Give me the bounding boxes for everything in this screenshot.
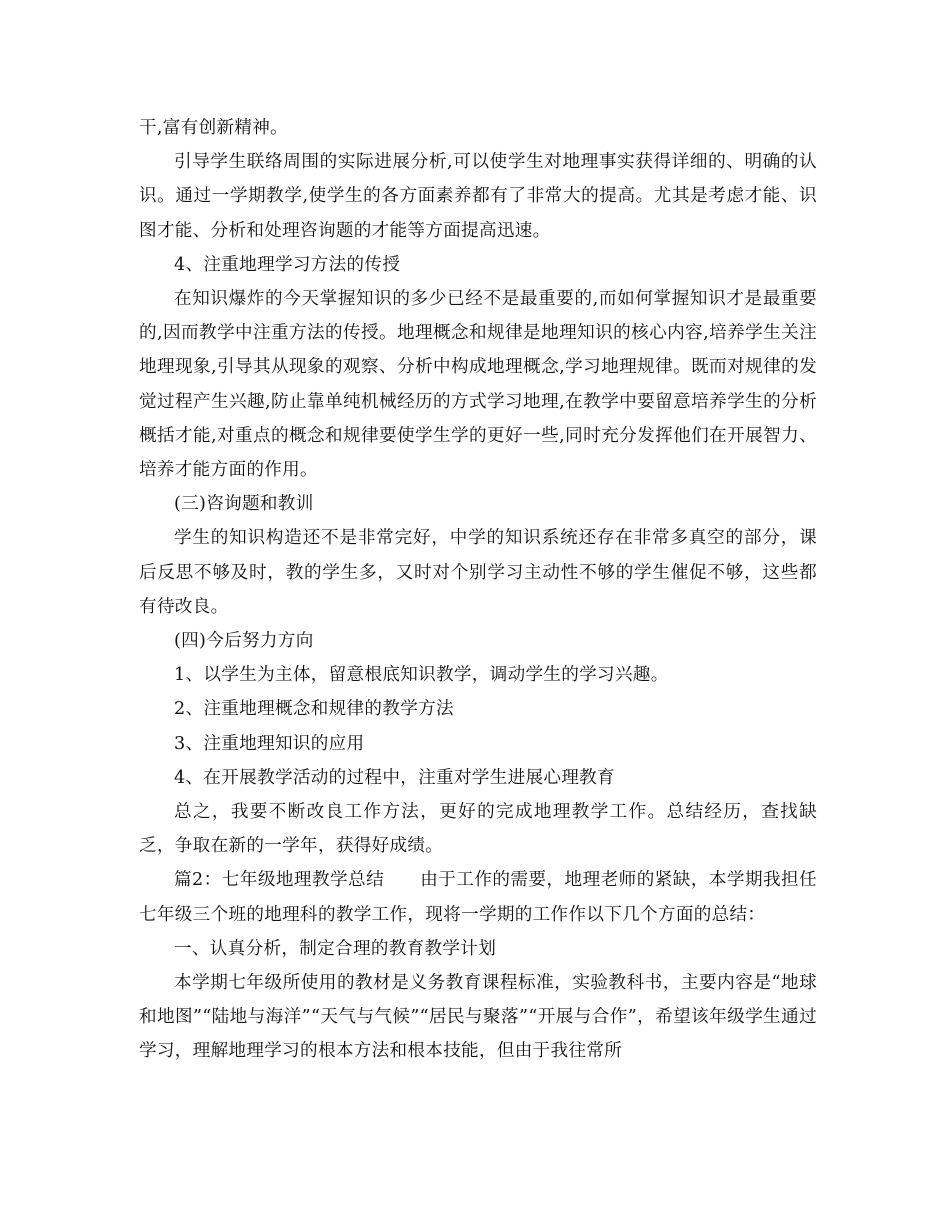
section-heading: 4、注重地理学习方法的传授 — [174, 254, 401, 275]
paragraph: 在知识爆炸的今天掌握知识的多少已经不是最重要的,而如何掌握知识才是最重要的,因而教学中注重方法的传授。地理概念和规律是地理知识的核心内容,培养学生关注地理现象,引导其从现象的观察、分析中构成地理概念,学习地理规律。既而对规律的发觉过程产生兴趣,防止靠单纯机械经历的方式学习地理,在教学中要留意培养学生的分析概括才能,对重点的概念和规律要使学生学的更好一些,同时充分发挥他们在开展智力、培养才能方面的作用。 — [139, 289, 817, 481]
paragraph: 学生的知识构造还不是非常完好，中学的知识系统还存在非常多真空的部分，课后反思不够及时，教的学生多，又时对个别学习主动性不够的学生催促不够，这些都有待改良。 — [139, 528, 817, 617]
list-item: 1、以学生为主体，留意根底知识教学，调动学生的学习兴趣。 — [174, 665, 669, 686]
paragraph: 引导学生联络周围的实际进展分析,可以使学生对地理事实获得详细的、明确的认识。通过一学期教学,使学生的各方面素养都有了非常大的提高。尤其是考虑才能、识图才能、分析和处理咨询题的才能等方面提高迅速。 — [139, 152, 817, 241]
list-item: 3、注重地理知识的应用 — [174, 733, 365, 754]
article-title-paragraph: 篇2：七年级地理教学总结 由于工作的需要，地理老师的紧缺，本学期我担任七年级三个班的地理科的教学工作，现将一学期的工作作以下几个方面的总结： — [139, 870, 817, 925]
section-heading: (四)今后努力方向 — [174, 631, 314, 652]
section-heading: 一、认真分析，制定合理的教育教学计划 — [174, 938, 497, 959]
paragraph: 总之，我要不断改良工作方法，更好的完成地理教学工作。总结经历，查找缺乏，争取在新的一学年，获得好成绩。 — [139, 802, 817, 857]
section-heading: (三)咨询题和教训 — [174, 494, 314, 515]
paragraph-continuation: 干,富有创新精神。 — [139, 118, 289, 138]
list-item: 4、在开展教学活动的过程中，注重对学生进展心理教育 — [174, 767, 615, 788]
list-item: 2、注重地理概念和规律的教学方法 — [174, 699, 454, 720]
paragraph: 本学期七年级所使用的教材是义务教育课程标准，实验教科书，主要内容是“地球和地图”“陆地与海洋”“天气与气候”“居民与聚落”“开展与合作”，希望该年级学生通过学习，理解地理学习的根本方法和根本技能，但由于我往常所 — [139, 973, 817, 1062]
document-body — [139, 111, 817, 1069]
